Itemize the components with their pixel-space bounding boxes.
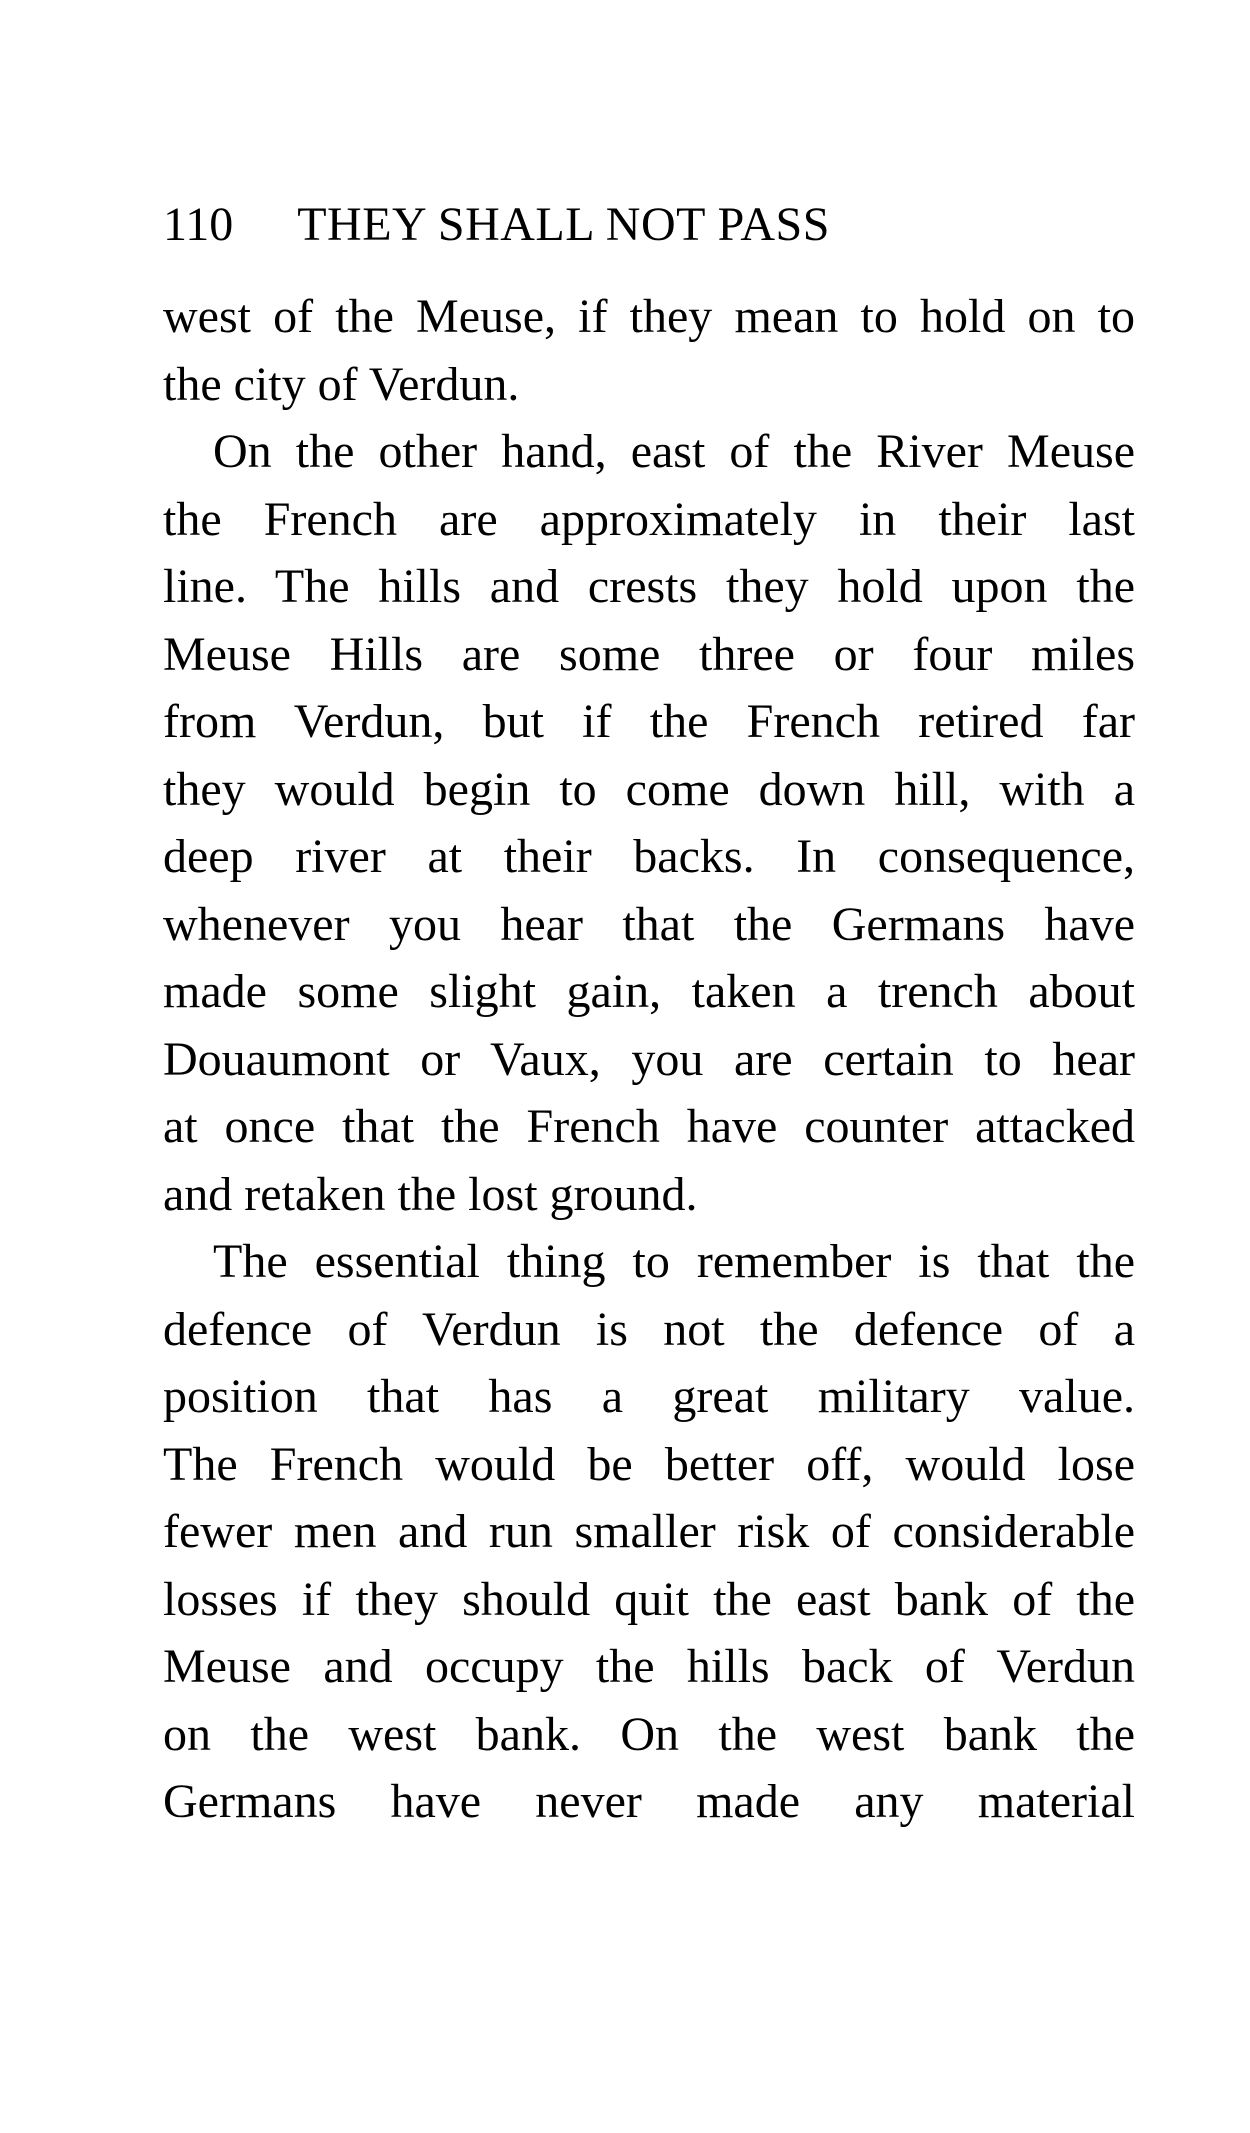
text-line: Douaumont or Vaux, you are certain to hear	[163, 1032, 1135, 1086]
text-line: at once that the French have counter attacked	[163, 1100, 1135, 1153]
text-line: they would begin to come down hill, with a	[163, 762, 1135, 816]
text-line: whenever you hear that the Germans have	[163, 897, 1135, 951]
text-line: the French are approximately in their last	[163, 492, 1135, 546]
text-line: on the west bank. On the west bank the	[163, 1707, 1135, 1761]
text-line: defence of Verdun is not the defence of a	[163, 1302, 1135, 1356]
text-line: The French would be better off, would lose	[163, 1437, 1135, 1491]
text-line: Germans have never made any material	[163, 1775, 1135, 1828]
book-title: THEY SHALL NOT PASS	[297, 198, 830, 251]
text-line: and retaken the lost ground.	[163, 1167, 698, 1221]
text-line: west of the Meuse, if they mean to hold on to	[163, 290, 1135, 343]
running-head	[163, 190, 830, 260]
page-number: 110	[163, 198, 234, 251]
text-line: made some slight gain, taken a trench about	[163, 965, 1135, 1018]
text-line: losses if they should quit the east bank of the	[163, 1572, 1135, 1626]
text-line: On the other hand, east of the River Meuse	[213, 425, 1135, 478]
text-line: the city of Verdun.	[163, 357, 520, 411]
text-line: fewer men and run smaller risk of considerable	[163, 1505, 1135, 1558]
text-line: from Verdun, but if the French retired far	[163, 695, 1135, 748]
text-line: Meuse and occupy the hills back of Verdun	[163, 1640, 1135, 1693]
text-line: position that has a great military value.	[163, 1370, 1135, 1423]
text-line: Meuse Hills are some three or four miles	[163, 627, 1135, 681]
text-line: The essential thing to remember is that the	[213, 1235, 1135, 1288]
text-line: deep river at their backs. In consequence,	[163, 830, 1135, 883]
text-line: line. The hills and crests they hold upon the	[163, 560, 1135, 613]
body-text	[163, 283, 1135, 1836]
